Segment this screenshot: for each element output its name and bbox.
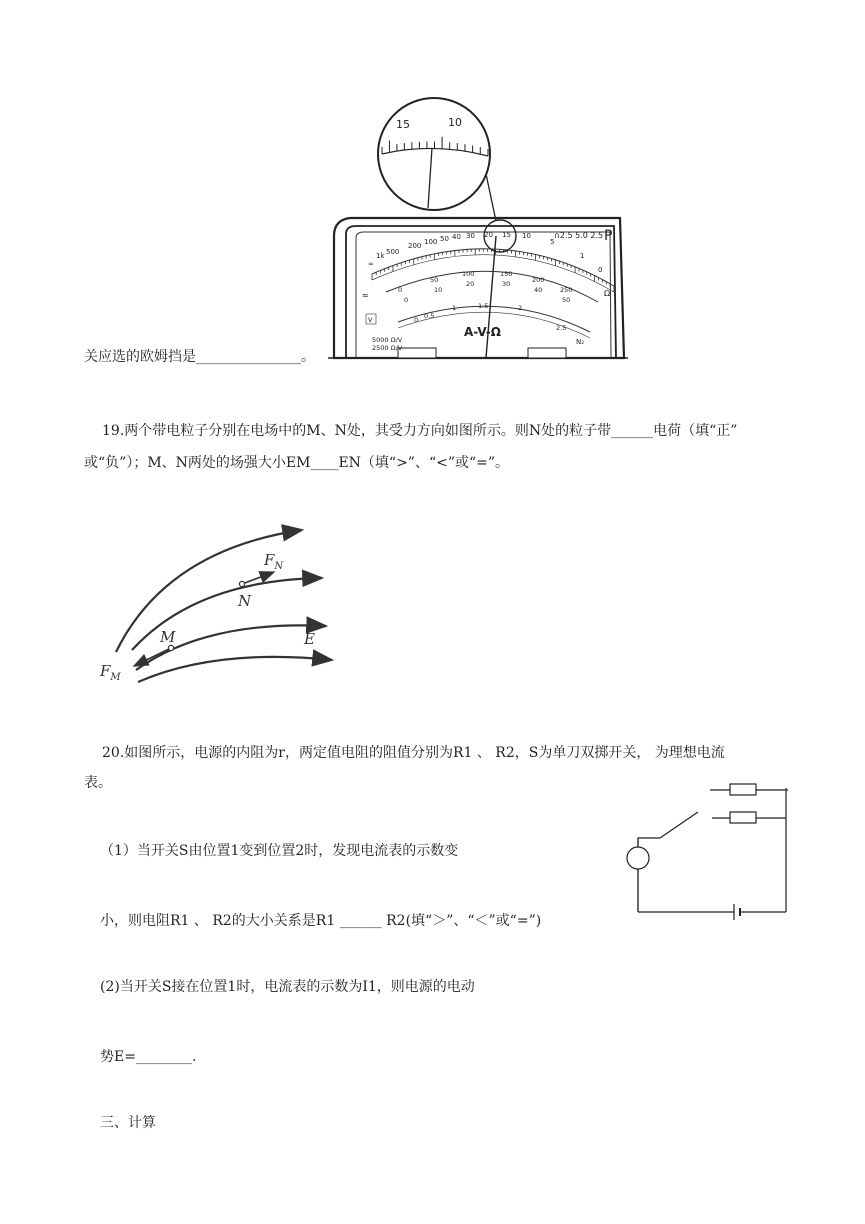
low-label-25: 2.5 (556, 324, 567, 332)
ohm-label-inf: ∞ (368, 260, 374, 268)
q20-line2: 表。 (84, 775, 112, 791)
meter-v-label: V (368, 316, 373, 324)
q19-line2: 或“负”）；M、N两处的场强大小EM____EN（填“>”、“<”或“=”。 (84, 455, 510, 471)
meter-top-right-text: ∩2.5 5.0 2.5 (554, 231, 604, 240)
q20-line1: 20.如图所示，电源的内阻为r，两定值电阻的阻值分别为R1 、 R2，S为单刀双掷开关， 为理想电流 (102, 745, 725, 761)
ohm-label-200: 200 (408, 242, 422, 250)
v-mid-label-0: 0 (404, 296, 409, 304)
low-label-1: 1 (452, 304, 457, 312)
v-mid-label-10: 10 (434, 286, 443, 294)
point-N (239, 581, 244, 586)
ohm-label-40: 40 (452, 233, 461, 241)
ohm-label-30: 30 (466, 232, 475, 240)
label-FM: $F_M$ (100, 662, 121, 683)
resistor-R1 (730, 784, 756, 795)
q20-part2-a: (2)当开关S接在位置1时，电流表的示数为I1，则电源的电动 (100, 979, 475, 995)
v-mid-label-30: 30 (502, 280, 511, 288)
label-E: E (304, 630, 315, 648)
v-label-150: 150 (500, 270, 513, 278)
meter-p-label: P (604, 228, 613, 244)
force-arrow-M (134, 648, 171, 666)
v-label-200: 200 (532, 276, 545, 284)
ohm-label-1k: 1k (376, 252, 385, 260)
q20-part1-a: （1）当开关S由位置1变到位置2时，发现电流表的示数变 (100, 843, 459, 859)
v-label-0: 0 (398, 286, 403, 294)
section-3-heading: 三、计算 (100, 1115, 156, 1131)
v-label-100: 100 (462, 270, 475, 278)
resistor-R2 (730, 812, 756, 823)
q20-part2-b: 势E=________. (100, 1049, 197, 1065)
low-label-05: 0.5 (424, 312, 435, 320)
magnifier-lens (378, 98, 490, 210)
label-M: M (160, 628, 176, 646)
low-label-2: 2 (518, 304, 523, 312)
ohm-label-0: 0 (598, 266, 603, 274)
v-mid-label-20: 20 (466, 280, 475, 288)
v-label-250: 250 (560, 286, 573, 294)
ohm-label-1: 1 (580, 252, 585, 260)
q18-tail: 关应选的欧姆挡是_______________。 (84, 349, 315, 365)
ohm-label-500: 500 (386, 248, 400, 256)
v-mid-label-50: 50 (562, 296, 571, 304)
ohm-label-20: 20 (484, 231, 493, 239)
q20-part1-b: 小，则电阻R1 、 R2的大小关系是R1 ______ R2(填“＞”、“＜”或“=”) (100, 913, 542, 929)
meter-spec-1: 5000 Ω/V (372, 336, 403, 344)
meter-right-bottom-label: N₂ (576, 338, 585, 346)
zoom-label-10: 10 (448, 116, 462, 129)
field-line-4 (138, 657, 332, 682)
switch-blade (660, 812, 698, 838)
ohm-label-15: 15 (502, 231, 511, 239)
ohm-label-5: 5 (550, 238, 555, 246)
zoom-label-15: 15 (396, 118, 410, 131)
low-label-15: 1.5 (478, 302, 489, 310)
field-line-1 (116, 530, 302, 652)
q19-line1: 19.两个带电粒子分别在电场中的M、N处，其受力方向如图所示。则N处的粒子带______电荷（填“正” (102, 423, 738, 439)
label-FN: $F_N$ (264, 551, 284, 572)
electric-field-figure (96, 520, 356, 690)
v-mid-label-40: 40 (534, 286, 543, 294)
meter-right-side-label: Ω (604, 289, 611, 298)
ohm-label-50: 50 (440, 235, 449, 243)
circuit-diagram (620, 778, 800, 922)
ohm-label-100: 100 (424, 238, 438, 246)
multimeter-figure (328, 96, 628, 366)
ohm-label-10: 10 (522, 232, 531, 240)
ammeter (627, 847, 649, 869)
point-M (168, 645, 173, 650)
meter-spec-2: 2500 Ω/V (372, 344, 403, 352)
low-label-0: 0 (414, 316, 419, 324)
label-N: N (238, 592, 252, 610)
meter-center-label: A-V-Ω (464, 325, 501, 339)
v-label-50: 50 (430, 276, 439, 284)
meter-left-side-label: ≈ (362, 291, 369, 300)
